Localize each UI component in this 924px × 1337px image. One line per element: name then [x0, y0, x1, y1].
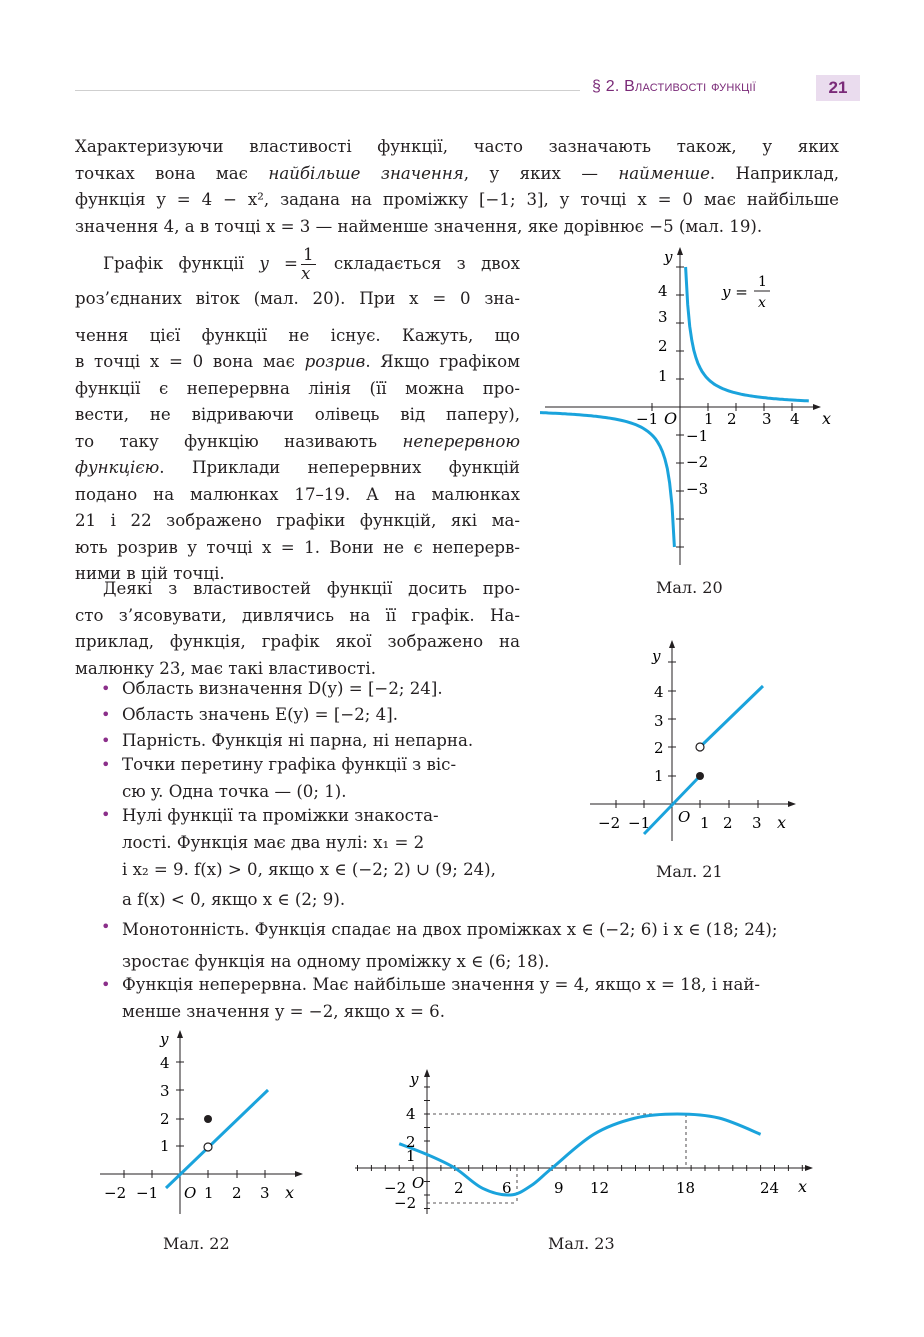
tick-label: 1 — [658, 367, 668, 385]
y-axis-label: y — [664, 248, 673, 266]
bullet-intersection: • Точки перетину графіка функції з віс- сю y. Одна точка — (0; 1). — [101, 755, 457, 801]
tick-label: 3 — [658, 308, 668, 326]
tick-label: 4 — [658, 282, 668, 300]
paragraph-continuity — [75, 286, 520, 588]
svg-text:4: 4 — [406, 1105, 416, 1123]
origin-label: O — [184, 1184, 197, 1202]
svg-text:9: 9 — [554, 1179, 564, 1197]
bullet-range: • Область значень E(y) = [−2; 4]. — [101, 705, 398, 724]
svg-text:12: 12 — [590, 1179, 610, 1197]
bullet-monotonicity: • Монотонність. Функція спадає на двох проміжках x ∈ (−2; 6) і x ∈ (18; 24); зростає функція на одному проміжку x ∈ (6; 18). — [101, 917, 778, 971]
origin-label: O — [678, 808, 691, 826]
svg-text:3: 3 — [160, 1082, 170, 1100]
origin-label: O — [664, 409, 678, 428]
svg-text:2: 2 — [406, 1133, 416, 1151]
paragraph-first-line — [103, 244, 520, 284]
section-number: § 2. — [592, 78, 620, 95]
svg-text:24: 24 — [760, 1179, 780, 1197]
svg-text:6: 6 — [502, 1179, 512, 1197]
x-axis-label: x — [822, 409, 832, 428]
filled-point — [204, 1115, 212, 1123]
x-axis-label: x — [285, 1183, 295, 1202]
svg-text:−2: −2 — [394, 1194, 417, 1212]
text-line: функції є неперервна лінія (її можна про- — [75, 378, 520, 398]
origin-label: O — [412, 1174, 425, 1192]
text-line: вести, не відриваючи олівець від паперу), — [75, 405, 520, 424]
text-line: малюнку 23, має такі властивості. — [75, 658, 377, 678]
text-line: то таку функцію називають неперервною — [75, 431, 520, 451]
text-line: чення цієї функції не існує. Кажуть, що — [75, 325, 520, 345]
text-line: Деякі з властивостей функції досить про- — [103, 579, 520, 598]
tick-label: 2 — [658, 337, 668, 355]
bullet-zeros: • Нулі функції та проміжки знакоста- лості. Функція має два нулі: x₁ = 2 і x₂ = 9. f(x) > 0, якщо x ∈ (−2; 2) ∪ (9; 24), а f(x) < 0, якщо x ∈ (2; 9). — [101, 805, 496, 909]
caption-fig21: Мал. 21 — [656, 862, 723, 881]
paragraph-graph-properties — [75, 576, 520, 682]
svg-text:2: 2 — [160, 1110, 170, 1128]
figure-22-chart — [100, 1026, 310, 1226]
header-rule — [75, 90, 580, 91]
svg-text:−1: −1 — [628, 814, 651, 832]
svg-text:1: 1 — [700, 814, 710, 832]
caption-fig23: Мал. 23 — [548, 1234, 615, 1253]
figure-21-chart — [590, 636, 810, 846]
y-axis-label: y — [410, 1070, 419, 1088]
text-line: значення 4, а в точці x = 3 — найменше значення, яке дорівнює −5 (мал. 19). — [75, 216, 763, 236]
y-axis-label: y — [652, 647, 661, 665]
tick-label: −1 — [636, 410, 659, 428]
caption-fig22: Мал. 22 — [163, 1234, 230, 1253]
svg-text:18: 18 — [676, 1179, 696, 1197]
svg-text:1: 1 — [160, 1137, 170, 1155]
text-line: ють розрив у точці x = 1. Вони не є неперерв- — [75, 537, 520, 557]
function-label-num: 1 — [758, 274, 767, 290]
paragraph-properties-intro — [75, 134, 839, 240]
line-graph — [166, 1090, 268, 1188]
branch-negative — [540, 412, 674, 547]
text-line: Характеризуючи властивості функції, часто зазначають також, у яких — [75, 137, 839, 156]
text-line: ними в цій точці. — [75, 564, 225, 583]
tick-label: 3 — [762, 410, 772, 428]
function-label-den: x — [758, 295, 766, 311]
text-line: подано на малюнках 17–19. А на малюнках — [75, 484, 520, 504]
svg-text:−2: −2 — [598, 814, 621, 832]
tick-label: −2 — [686, 453, 709, 471]
svg-text:2: 2 — [454, 1179, 464, 1197]
svg-text:3: 3 — [752, 814, 762, 832]
tick-label: 1 — [704, 410, 714, 428]
text-line: 21 і 22 зображено графіки функцій, які ма- — [75, 511, 520, 530]
svg-text:2: 2 — [723, 814, 733, 832]
function-label: y = — [722, 283, 748, 301]
text-line: функцією. Приклади неперервних функцій — [75, 458, 520, 477]
figure-23-chart — [350, 1062, 820, 1222]
y-axis-label: y — [160, 1030, 169, 1048]
page-number: 21 — [816, 75, 860, 101]
fraction-1-over-x: $\frac{1}{x}$ — [300, 245, 314, 283]
x-axis-label: x — [798, 1177, 808, 1196]
svg-text:1: 1 — [204, 1184, 214, 1202]
text-line: сто з’ясовувати, дивлячись на її графік. На- — [75, 605, 520, 625]
running-header — [592, 78, 756, 96]
text-line: Графік функції y = $\frac{1}{x}$ складається з двох — [103, 245, 520, 283]
text-line: в точці x = 0 вона має розрив. Якщо графіком — [75, 352, 520, 371]
svg-text:3: 3 — [654, 712, 664, 730]
bullet-parity: • Парність. Функція ні парна, ні непарна. — [101, 731, 474, 750]
svg-text:3: 3 — [260, 1184, 270, 1202]
bullet-domain: • Область визначення D(y) = [−2; 24]. — [101, 679, 443, 698]
open-point — [696, 743, 704, 751]
bullet-continuity: • Функція неперервна. Має найбільше значення y = 4, якщо x = 18, і най- менше значення y = −2, якщо x = 6. — [101, 975, 761, 1021]
svg-text:4: 4 — [654, 683, 664, 701]
text-line: роз’єднаних віток (мал. 20). При x = 0 зна- — [75, 289, 520, 308]
open-point — [204, 1143, 212, 1151]
text-line: функція y = 4 − x², задана на проміжку [−1; 3], у точці x = 0 має найбільше — [75, 190, 839, 209]
segment-upper — [700, 686, 763, 747]
tick-label: 4 — [790, 410, 800, 428]
svg-text:−2: −2 — [384, 1179, 407, 1197]
text-line: точках вона має найбільше значення, у яких — найменше. Наприклад, — [75, 163, 840, 183]
x-axis-label: x — [777, 813, 787, 832]
svg-text:1: 1 — [406, 1147, 416, 1165]
text-line: приклад, функція, графік якої зображено на — [75, 632, 520, 651]
caption-fig20: Мал. 20 — [656, 578, 723, 597]
section-title: Властивості функції — [624, 78, 756, 95]
tick-label: −1 — [686, 427, 709, 445]
svg-text:4: 4 — [160, 1054, 170, 1072]
tick-label: 2 — [727, 410, 737, 428]
svg-text:2: 2 — [232, 1184, 242, 1202]
figure-20-chart — [540, 240, 840, 570]
svg-text:−2: −2 — [104, 1184, 127, 1202]
svg-text:2: 2 — [654, 739, 664, 757]
svg-text:−1: −1 — [136, 1184, 159, 1202]
svg-text:1: 1 — [654, 767, 664, 785]
tick-label: −3 — [686, 480, 709, 498]
filled-point — [696, 772, 704, 780]
